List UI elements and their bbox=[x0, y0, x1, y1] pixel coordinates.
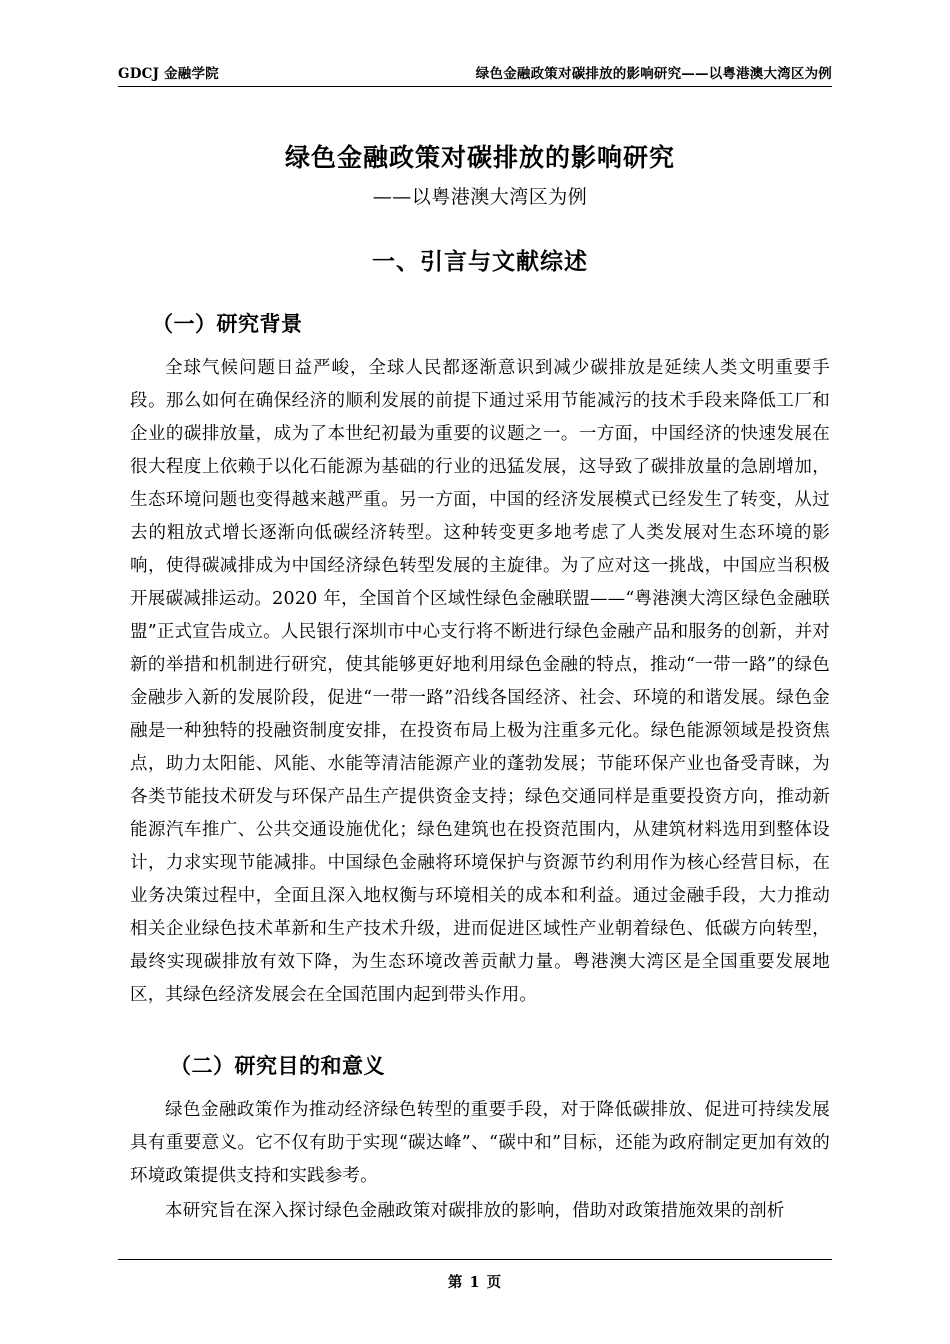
header-right-text: 绿色金融政策对碳排放的影响研究——以粤港澳大湾区为例 bbox=[475, 66, 832, 82]
header-divider bbox=[118, 86, 832, 87]
page-header bbox=[118, 62, 832, 82]
paragraph-research-purpose-2: 本研究旨在深入探讨绿色金融政策对碳排放的影响，借助对政策措施效果的剖析 bbox=[165, 1201, 785, 1221]
subsection-heading-research-background: （一）研究背景 bbox=[152, 312, 303, 336]
paragraph-research-purpose-1: 绿色金融政策作为推动经济绿色转型的重要手段，对于降低碳排放、促进可持续发展具有重要意义。它不仅有助于实现“碳达峰”、“碳中和”目标，还能为政府制定更加有效的环境政策提供支持和实践参考。 bbox=[130, 1100, 830, 1186]
page-number: 第 1 页 bbox=[447, 1274, 503, 1291]
subsection-heading-research-purpose: （二）研究目的和意义 bbox=[170, 1054, 385, 1078]
footer-divider bbox=[118, 1259, 832, 1260]
page-title: 绿色金融政策对碳排放的影响研究 bbox=[284, 143, 675, 172]
header-left-text: GDCJ 金融学院 bbox=[118, 66, 219, 82]
document-content bbox=[130, 120, 830, 1228]
section-heading: 一、引言与文献综述 bbox=[372, 249, 588, 275]
page-subtitle: ——以粤港澳大湾区为例 bbox=[372, 186, 588, 208]
page-footer bbox=[0, 1271, 950, 1292]
paragraph-research-background: 全球气候问题日益严峻，全球人民都逐渐意识到减少碳排放是延续人类文明重要手段。那么如何在确保经济的顺利发展的前提下通过采用节能减污的技术手段来降低工厂和企业的碳排放量，成为了本世纪初最为重要的议题之一。一方面，中国经济的快速发展在很大程度上依赖于以化石能源为基础的行业的迅猛发展，这导致了碳排放量的急剧增加，生态环境问题也变得越来越严重。另一方面，中国的经济发展模式已经发生了转变，从过去的粗放式增长逐渐向低碳经济转型。这种转变更多地考虑了人类发展对生态环境的影响，使得碳减排成为中国经济绿色转型发展的主旋律。为了应对这一挑战，中国应当积极开展碳减排运动。2020 年，全国首个区域性绿色金融联盟——“粤港澳大湾区绿色金融联盟”正式宣告成立。人民银行深圳市中心支行将不断进行绿色金融产品和服务的创新，并对新的举措和机制进行研究，使其能够更好地利用绿色金融的特点，推动“一带一路”的绿色金融步入新的发展阶段，促进“一带一路”沿线各国经济、社会、环境的和谐发展。绿色金融是一种独特的投融资制度安排，在投资布局上极为注重多元化。绿色能源领域是投资焦点，助力太阳能、风能、水能等清洁能源产业的蓬勃发展；节能环保产业也备受青睐，为各类节能技术研发与环保产品生产提供资金支持；绿色交通同样是重要投资方向，推动新能源汽车推广、公共交通设施优化；绿色建筑也在投资范围内，从建筑材料选用到整体设计，力求实现节能减排。中国绿色金融将环境保护与资源节约利用作为核心经营目标，在业务决策过程中，全面且深入地权衡与环境相关的成本和利益。通过金融手段，大力推动相关企业绿色技术革新和生产技术升级，进而促进区域性产业朝着绿色、低碳方向转型，最终实现碳排放有效下降，为生态环境改善贡献力量。粤港澳大湾区是全国重要发展地区，其绿色经济发展会在全国范围内起到带头作用。 bbox=[130, 358, 830, 1005]
